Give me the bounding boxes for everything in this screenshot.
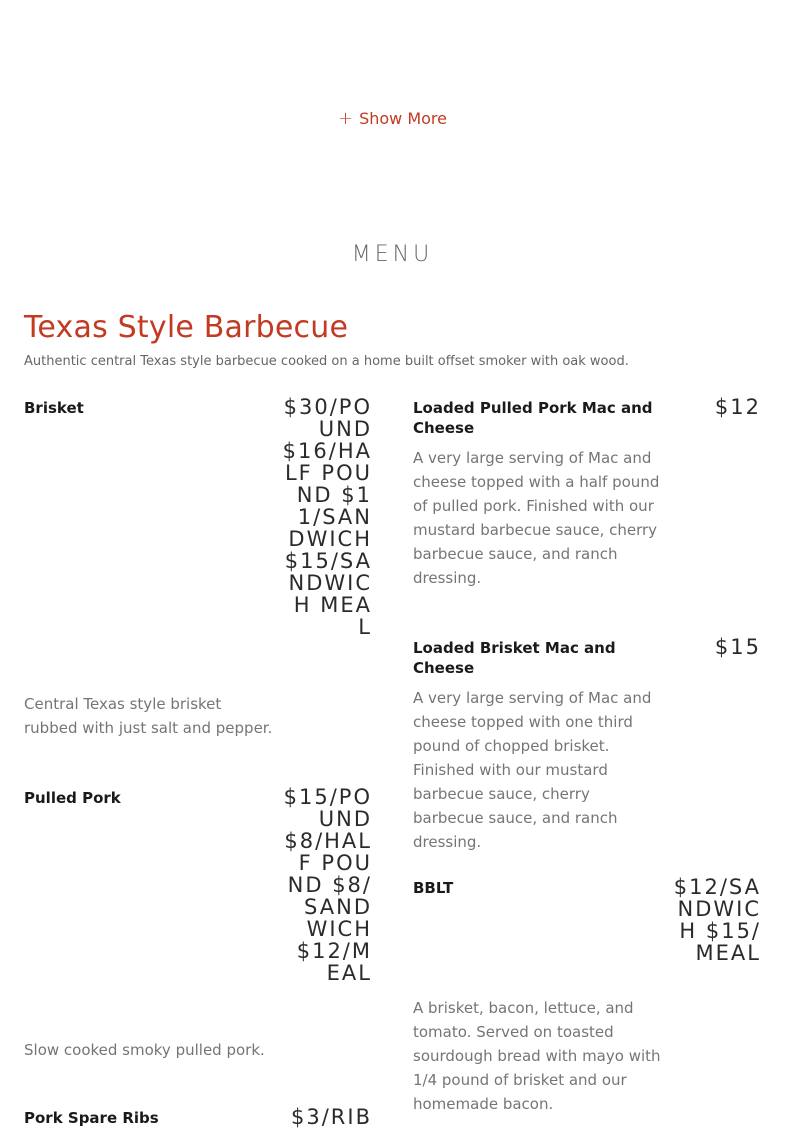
item-name: Loaded Brisket Mac and Cheese — [413, 639, 616, 677]
item-price: $15/POUND $8/HALF POUND $8/SANDWICH $12/MEAL — [283, 785, 372, 985]
item-price: $30/POUND $16/HALF POUND $11/SANDWICH $15/SANDWICH MEAL — [282, 395, 372, 639]
show-more-button[interactable] — [0, 108, 785, 129]
item-price: $12/SANDWICH $15/MEAL — [673, 875, 761, 965]
menu-item-pulled-pork — [24, 785, 372, 1078]
item-price: $15 — [714, 635, 761, 659]
item-name: BBLT — [413, 879, 454, 897]
menu-item-loaded-pulled-pork-mac — [413, 395, 761, 598]
item-description: A very large serving of Mac and cheese topped with a half pound of pulled pork. Finished with our mustard barbecue sauce, cherry barbecue sauce, and ranch dressing. — [413, 449, 660, 587]
show-more-label: Show More — [359, 109, 447, 128]
item-name: Brisket — [24, 399, 84, 417]
menu-item-pork-spare-ribs — [24, 1105, 372, 1129]
section-title: Texas Style Barbecue — [24, 310, 349, 345]
item-price: $3/RIB — [291, 1105, 372, 1129]
item-name: Pork Spare Ribs — [24, 1109, 159, 1127]
section-description: Authentic central Texas style barbecue cooked on a home built offset smoker with oak wood. — [24, 354, 629, 369]
menu-item-loaded-brisket-mac — [413, 635, 761, 851]
item-description: Slow cooked smoky pulled pork. — [24, 1041, 265, 1059]
item-description: A very large serving of Mac and cheese topped with one third pound of chopped brisket. Finished with our mustard barbecue sauce, cherry barbecue sauce, and ranch dressing. — [413, 689, 652, 851]
item-name: Loaded Pulled Pork Mac and Cheese — [413, 399, 653, 437]
plus-icon: + — [337, 108, 354, 129]
item-description: Central Texas style brisket rubbed with just salt and pepper. — [24, 695, 273, 737]
item-price: $12 — [714, 395, 761, 419]
item-description: A brisket, bacon, lettuce, and tomato. Served on toasted sourdough bread with mayo with 1/4 pound of brisket and our homemade bacon. — [413, 999, 661, 1113]
item-name: Pulled Pork — [24, 789, 121, 807]
menu-heading: MENU — [351, 242, 434, 267]
menu-item-bblt — [413, 875, 761, 1118]
menu-item-brisket — [24, 395, 372, 738]
